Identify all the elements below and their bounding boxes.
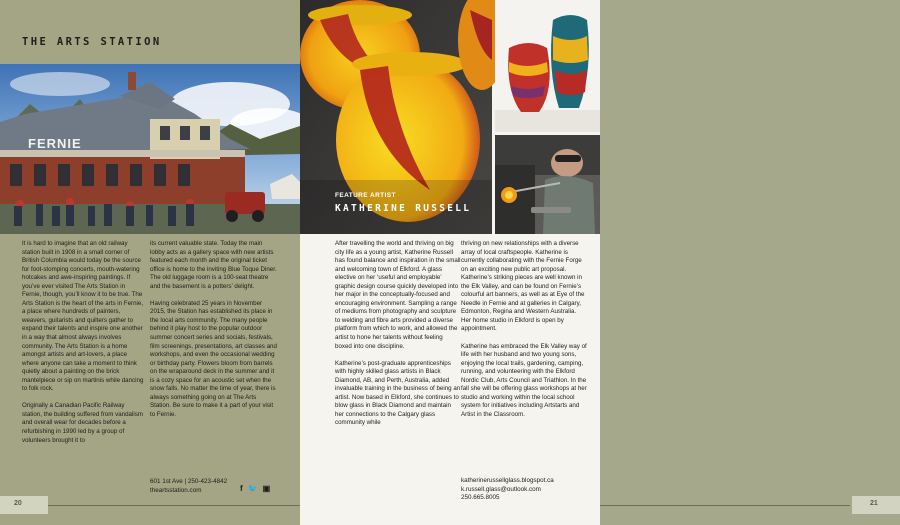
artist-phone: 250.665.8005 xyxy=(461,494,500,502)
paragraph: After travelling the world and thriving on big city life as a young artist, Katherine Russell has found balance and inspiration in the small and welcoming town of Elkford. A glass elective on her ‘useful and employable’ graphic design course quickly developed into her major in the conceptually-focused and encouraging environment. Sampling a range of mediums from photography and sculpture to welding and fibre arts provided a diverse platform from which to work, and allowed the artist to hone her talents without feeling boxed into one discipline. xyxy=(335,240,461,350)
feature-kicker: FEATURE ARTIST xyxy=(335,192,396,199)
paragraph: thriving on new relationships with a diverse array of local craftspeople. Katherine is currently collaborating with the Fernie Forge on an exciting new public art proposal. Katherine’s striking pieces are well known in the Elk Valley, and can be found on Fernie’s colourful art banners, as well as at Eye of the Needle in Fernie and at galleries in Calgary, Edmonton, Regina and Western Australia. Her home studio in Elkford is open by appointment. xyxy=(461,240,585,333)
paragraph: Katherine’s post-graduate apprenticeships with highly skilled glass artists in Black Diamond, AB, and Perth, Australia, added invaluable training in the business of being an artist. Now based in Elkford, she continues to blow glass in Black Diamond and maintain her connections to the Calgary glass community while xyxy=(335,359,461,427)
facebook-icon[interactable]: f xyxy=(240,484,243,493)
paragraph: It is hard to imagine that an old railway station built in 1908 in a small corner of British Columbia would today be the source for foot-stomping concerts, mouth-watering hotcakes and awe-inspiring paintings. If you’ve ever visited The Arts Station in Fernie, though, you’ll know it to be true. The Arts Station is the heart of the arts in Fernie, a place where hundreds of painters, weavers, guitarists and quilters gather to expand their talents and inspire one another in a way that almost always involves community. The Arts Station is a home amongst artists and art-lovers, a place where anyone can take a moment to think quietly about a painting on the brick mantelpiece or sip on martinis while dancing to folk rock. xyxy=(22,240,144,393)
arts-station-contact xyxy=(150,478,227,495)
vases-photo xyxy=(495,0,600,132)
paragraph: Having celebrated 25 years in November 2015, the Station has established its place in the local arts community. The many people behind it play host to the popular outdoor summer concert series and socials, festivals, film screenings, presentations, art classes and workshops, and even the occasional wedding or birthday party. Flowers bloom from barrels on the wraparound deck in the summer and it is a cozy space for an acoustic set when the snow falls. No matter the time of year, there is always something going on at The Arts Station. Be sure to make it a part of your visit to Fernie. xyxy=(150,299,277,418)
footer-rule xyxy=(22,505,300,506)
page-number-tab xyxy=(852,496,900,514)
page-number: 20 xyxy=(14,500,22,507)
arts-station-photo xyxy=(0,64,300,234)
instagram-icon[interactable]: ▣ xyxy=(262,484,271,493)
website-link[interactable]: theartsstation.com xyxy=(150,486,202,494)
paragraph: Originally a Canadian Pacific Railway station, the building suffered from vandalism and overall wear for decades before a refurbishing in 1990 led by a group of volunteers brought it to xyxy=(22,402,143,444)
right-article-column-1 xyxy=(335,240,461,436)
feature-artist-name: KATHERINE RUSSELL xyxy=(335,203,472,214)
footer-rule xyxy=(600,505,850,506)
left-page xyxy=(0,0,300,525)
station-sign: FERNIE xyxy=(28,136,82,151)
right-article-column-2 xyxy=(461,240,587,428)
glassblower-photo xyxy=(495,135,600,234)
paragraph: its current valuable state. Today the main lobby acts as a gallery space with new artists featured each month and the original ticket office is home to the inviting Blue Toque Diner. The old luggage room is a 100-seat theatre and the basement is a potters’ delight. xyxy=(150,240,277,290)
glass-bowls-photo xyxy=(300,0,492,234)
twitter-icon[interactable]: 🐦 xyxy=(247,484,258,493)
social-icons xyxy=(240,484,270,493)
page-number-tab xyxy=(0,496,48,514)
left-article-column-2 xyxy=(150,240,278,428)
address-phone: 601 1st Ave | 250-423-4842 xyxy=(150,478,228,485)
artist-email-link[interactable]: k.russell.glass@outlook.com xyxy=(461,485,541,493)
section-title: THE ARTS STATION xyxy=(22,36,162,48)
page-number: 21 xyxy=(870,500,878,507)
left-article-column-1 xyxy=(22,240,144,454)
paragraph: Katherine has embraced the Elk Valley way of life with her husband and two young sons, enjoying the local trails, gardening, camping, running, and volunteering with the Elkford Nordic Club, Arts Council and Triathlon. In the fall she will be offering glass workshops at her studio and working within the local school system for initiatives including Artstarts and Artist in the Classroom. xyxy=(461,342,587,418)
artist-contact xyxy=(461,477,554,503)
artist-website-link[interactable]: katherinerussellglass.blogspot.ca xyxy=(461,477,554,484)
